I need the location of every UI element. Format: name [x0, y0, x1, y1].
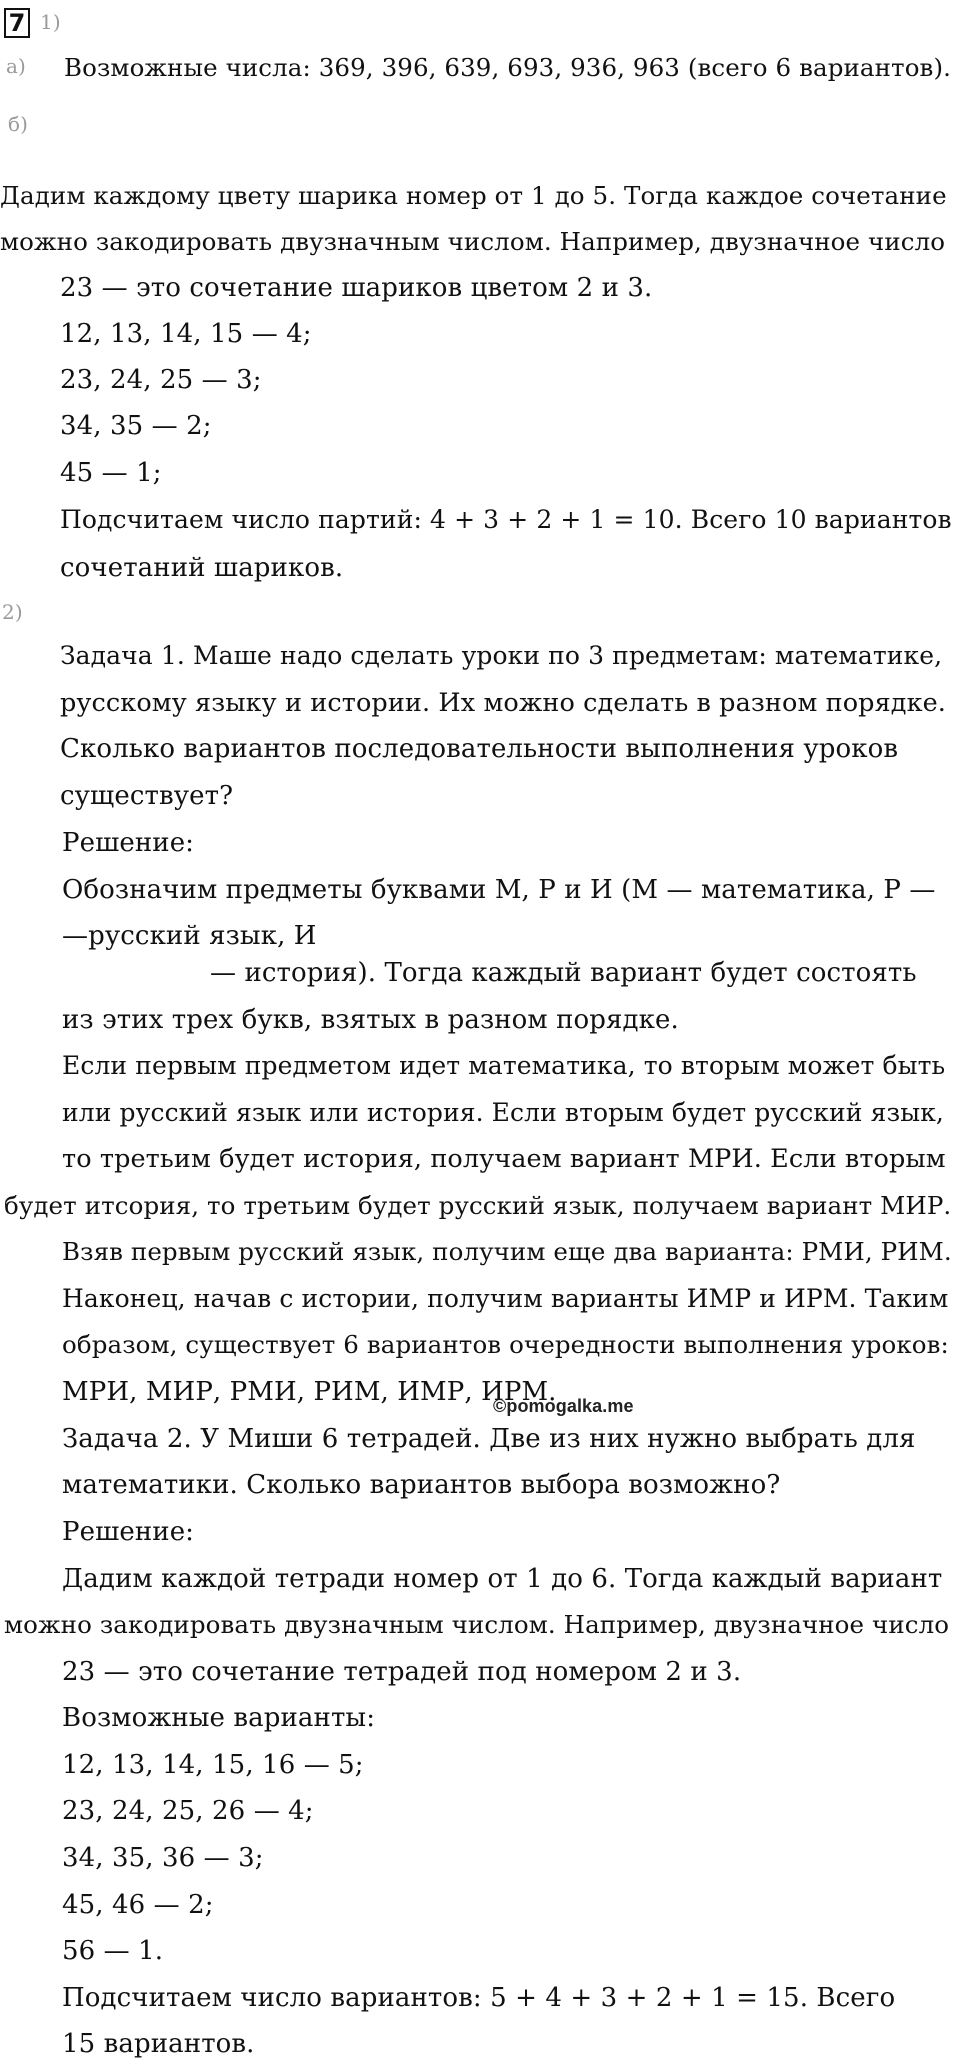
problem-1-line: существует? [60, 781, 234, 811]
problem-1-line: Взяв первым русский язык, получим еще два варианта: РМИ, РИМ. [62, 1237, 952, 1266]
problem-1-line: Задача 1. Маше надо сделать уроки по 3 предметам: математике, [60, 641, 943, 670]
problem-2-line: Подсчитаем число вариантов: 5 + 4 + 3 + 2 + 1 = 15. Всего [62, 1983, 896, 2013]
problem-1-line: Наконец, начав с истории, получим варианты ИМР и ИРМ. Таким [62, 1284, 949, 1313]
part-b-line: сочетаний шариков. [60, 553, 344, 583]
problem-2-line: Задача 2. У Миши 6 тетрадей. Две из них нужно выбрать для [62, 1424, 916, 1454]
part-b-line: 34, 35 — 2; [60, 411, 212, 441]
part-1-marker: 1) [40, 10, 61, 34]
part-a-marker: а) [6, 54, 26, 78]
part-b-line: 12, 13, 14, 15 — 4; [60, 319, 312, 349]
problem-2-line: 56 — 1. [62, 1936, 164, 1966]
problem-2-line: 15 вариантов. [62, 2029, 255, 2059]
problem-2-line: 23 — это сочетание тетрадей под номером 2 и 3. [62, 1657, 742, 1687]
problem-2-line: 34, 35, 36 — 3; [62, 1843, 264, 1873]
part-b-line: 23 — это сочетание шариков цветом 2 и 3. [60, 273, 653, 303]
part-b-line: 45 — 1; [60, 458, 162, 488]
problem-1-line: МРИ, МИР, РМИ, РИМ, ИМР, ИРМ. [62, 1377, 557, 1407]
problem-2-line: Возможные варианты: [62, 1703, 376, 1733]
problem-2-line: Дадим каждой тетради номер от 1 до 6. Тогда каждый вариант [62, 1564, 943, 1594]
problem-1-line: Сколько вариантов последовательности выполнения уроков [60, 734, 899, 764]
part-b-line: можно закодировать двузначным числом. Например, двузначное число [0, 227, 946, 256]
problem-1-line: Если первым предметом идет математика, то вторым может быть [62, 1051, 946, 1080]
problem-1-line: Решение: [62, 828, 195, 858]
part-b-line: Подсчитаем число партий: 4 + 3 + 2 + 1 = 10. Всего 10 вариантов [60, 505, 952, 534]
problem-2-line: 12, 13, 14, 15, 16 — 5; [62, 1750, 364, 1780]
problem-2-line: математики. Сколько вариантов выбора возможно? [62, 1470, 781, 1500]
part-b-line: 23, 24, 25 — 3; [60, 365, 262, 395]
problem-2-line: Решение: [62, 1517, 195, 1547]
problem-1-line: из этих трех букв, взятых в разном порядке. [62, 1005, 679, 1035]
watermark: ©pomogalka.me [493, 1396, 634, 1416]
problem-1-line: то третьим будет история, получаем вариант МРИ. Если вторым [62, 1144, 946, 1174]
problem-1-line: или русский язык или история. Если вторым будет русский язык, [62, 1098, 944, 1127]
part-b-line: Дадим каждому цвету шарика номер от 1 до 5. Тогда каждое сочетание [0, 181, 947, 210]
problem-1-line: — история). Тогда каждый вариант будет состоять [210, 958, 917, 988]
problem-1-line: образом, существует 6 вариантов очередности выполнения уроков: [62, 1330, 949, 1359]
part-2-marker: 2) [2, 600, 23, 624]
task-number-badge: 7 [4, 8, 30, 38]
problem-2-line: 45, 46 — 2; [62, 1890, 214, 1920]
part-a-line: Возможные числа: 369, 396, 639, 693, 936, 963 (всего 6 вариантов). [64, 53, 951, 82]
part-b-marker: б) [8, 112, 29, 136]
problem-1-line: русскому языку и истории. Их можно сделать в разном порядке. [60, 688, 946, 718]
problem-1-line: Обозначим предметы буквами М, Р и И (М — математика, Р — [62, 875, 936, 905]
problem-1-line: —русский язык, И [62, 921, 317, 951]
problem-1-line: будет итсория, то третьим будет русский язык, получаем вариант МИР. [4, 1191, 952, 1220]
problem-2-line: 23, 24, 25, 26 — 4; [62, 1796, 314, 1826]
problem-2-line: можно закодировать двузначным числом. Например, двузначное число [4, 1610, 950, 1639]
